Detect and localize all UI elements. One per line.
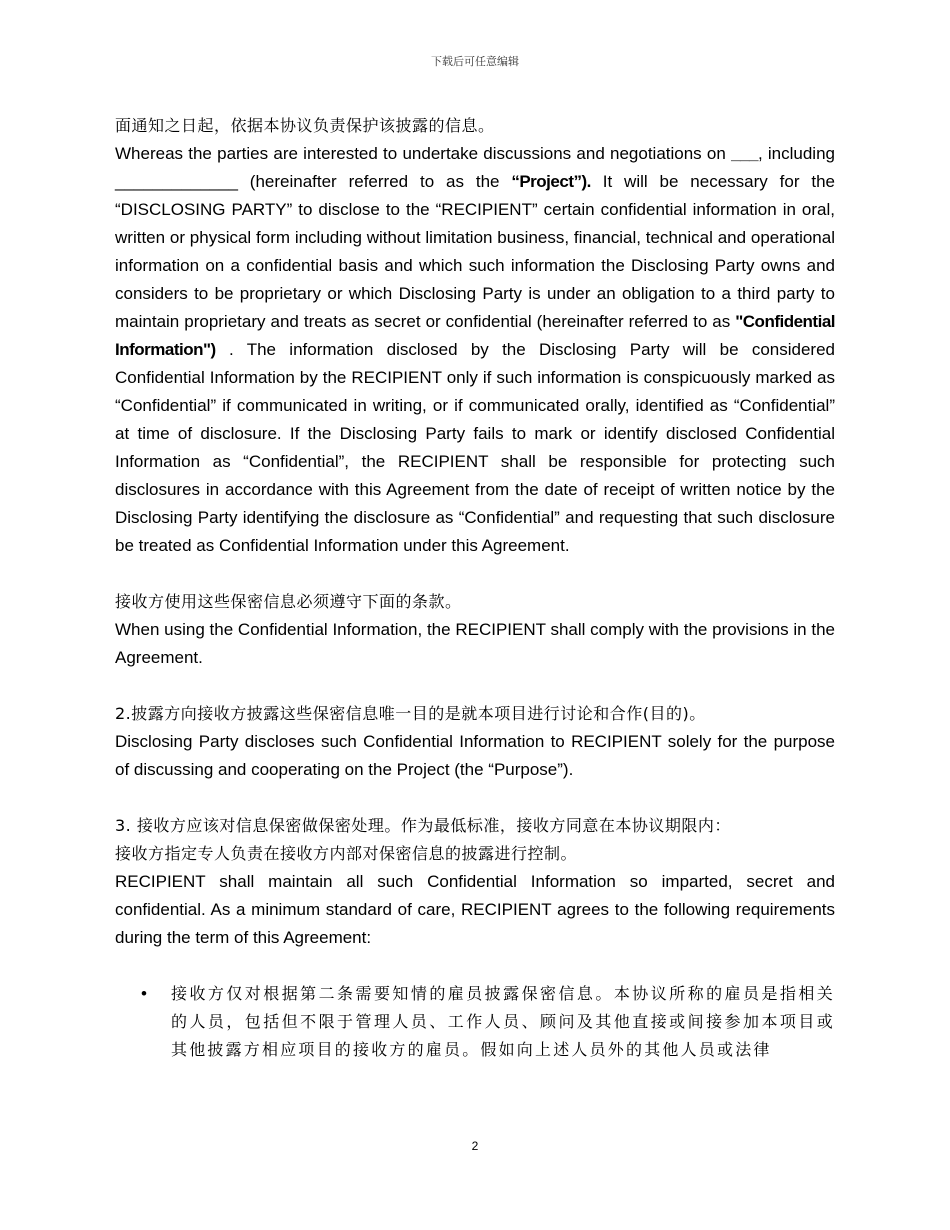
paragraph-compliance: [115, 588, 835, 672]
defined-term-confidential-information: "Confidential Information"): [115, 312, 835, 359]
paragraph-en: [115, 140, 835, 560]
paragraph-zh: 接收方使用这些保密信息必须遵守下面的条款。: [115, 592, 462, 611]
paragraph-zh: 3. 接收方应该对信息保密做保密处理。作为最低标准，接收方同意在本协议期限内：: [115, 816, 731, 835]
bullet-icon: •: [141, 984, 147, 1003]
page-header: 下载后可任意编辑: [431, 56, 519, 68]
paragraph-en: Disclosing Party discloses such Confidential Information to RECIPIENT solely for the purpose of discussing and cooperating on the Project (the “Purpose”).: [115, 732, 835, 779]
document-body: [115, 112, 835, 1064]
text: It will be necessary for the “DISCLOSING PARTY” to disclose to the “RECIPIENT” certain confidential information in oral, written or physical form including without limitation business, financial, technical and operational information on a confidential basis and which such information the Disclosing Party owns and considers to be proprietary or which Disclosing Party is under an obligation to a third party to maintain proprietary and treats as secret or confidential (hereinafter referred to as: [115, 172, 835, 331]
text: (hereinafter referred to as the: [237, 172, 512, 191]
text: , including: [757, 144, 835, 163]
paragraph-zh: 接收方指定专人负责在接收方内部对保密信息的披露进行控制。: [115, 844, 578, 863]
text: . The information disclosed by the Disclosing Party will be considered Confidential Information by the RECIPIENT only if such information is conspicuously marked as “Confidential” if communicated in writing, or if communicated orally, identified as “Confidential” at time of disclosure. If the Disclosing Party fails to mark or identify disclosed Confidential Information as “Confidential”, the RECIPIENT shall be responsible for protecting such disclosures in accordance with this Agreement from the date of receipt of written notice by the Disclosing Party identifying the disclosure as “Confidential” and requesting that such disclosure be treated as Confidential Information under this Agreement.: [115, 340, 835, 555]
paragraph-zh: 面通知之日起，依据本协议负责保护该披露的信息。: [115, 116, 495, 135]
text: Whereas the parties are interested to undertake discussions and negotiations on: [115, 144, 732, 163]
blank-field: _____________: [115, 172, 238, 191]
paragraph-definitions: [115, 112, 835, 560]
defined-term-project: “Project”).: [511, 172, 591, 191]
paragraph-purpose: [115, 700, 835, 784]
blank-field: ___: [731, 144, 758, 163]
bullet-item: [141, 980, 835, 1064]
paragraph-obligations: [115, 812, 835, 952]
paragraph-zh: 2.披露方向接收方披露这些保密信息唯一目的是就本项目进行讨论和合作(目的)。: [115, 704, 706, 723]
paragraph-en: RECIPIENT shall maintain all such Confidential Information so imparted, secret and confidential. As a minimum standard of care, RECIPIENT agrees to the following requirements during the term of this Agreement:: [115, 872, 835, 947]
page-number: 2: [471, 1139, 479, 1153]
paragraph-en: When using the Confidential Information, the RECIPIENT shall comply with the provisions in the Agreement.: [115, 620, 835, 667]
bullet-text: 接收方仅对根据第二条需要知情的雇员披露保密信息。本协议所称的雇员是指相关的人员，包括但不限于管理人员、工作人员、顾问及其他直接或间接参加本项目或其他披露方相应项目的接收方的雇员。假如向上述人员外的其他人员或法律: [171, 984, 835, 1059]
